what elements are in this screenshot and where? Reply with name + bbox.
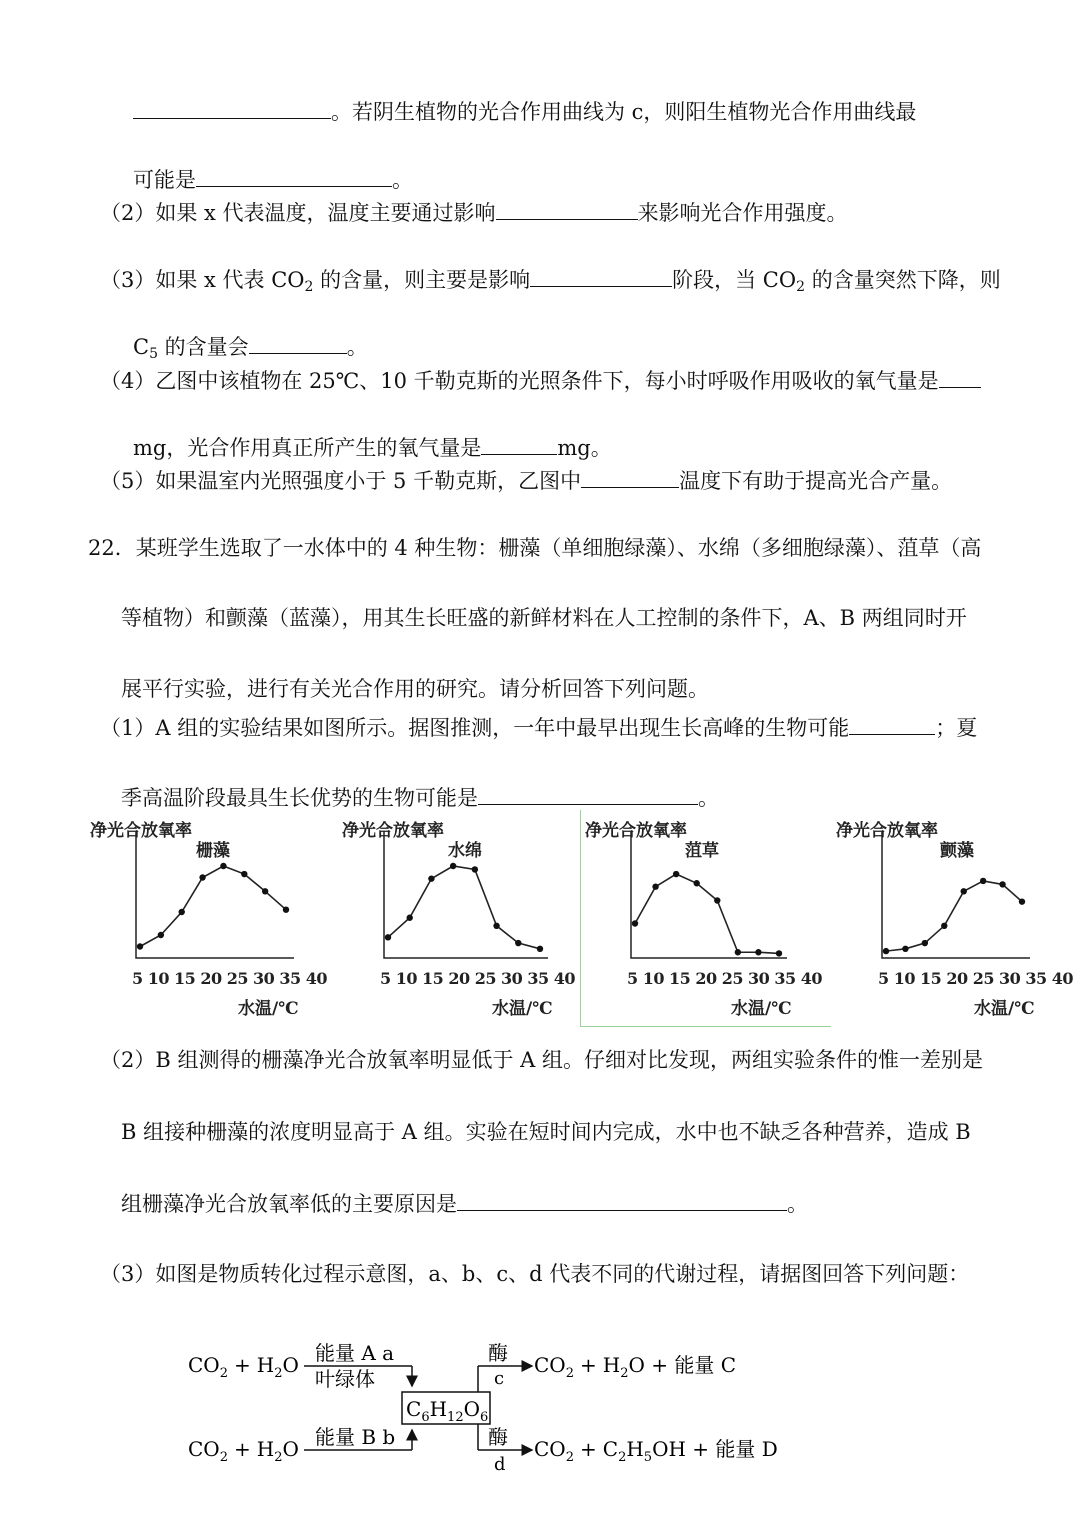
data-point	[472, 866, 478, 872]
glucose-label: $C_6H_{12}O_6$	[406, 1397, 489, 1425]
data-point	[883, 948, 889, 954]
q21-part3-line2: $C_5$ 的含量会 。	[133, 331, 368, 361]
q22-part1-line2: 季高温阶段最具生长优势的生物可能是 。	[121, 782, 719, 812]
answer-blank[interactable]	[196, 164, 392, 187]
y-axis-label: 净光合放氧率	[585, 821, 687, 841]
chart-shanzao	[88, 810, 333, 1030]
data-point	[450, 863, 456, 869]
data-point	[537, 946, 543, 952]
data-point	[673, 871, 679, 877]
y-axis-label: 净光合放氧率	[342, 821, 444, 841]
data-point	[385, 934, 391, 940]
reactant-bottom: $CO_2 + H_2O$	[188, 1437, 299, 1465]
label-chlorophyll: 叶绿体	[315, 1367, 375, 1391]
q22-part2-line1: （2）B 组测得的栅藻净光合放氧率明显低于 A 组。仔细对比发现，两组实验条件的惟一差别是	[100, 1048, 983, 1072]
data-point	[902, 946, 908, 952]
answer-blank[interactable]	[481, 432, 557, 455]
product-d: $CO_2 + C_2H_5OH$ + 能量 D	[534, 1437, 778, 1465]
data-point	[493, 923, 499, 929]
q21-part5: （5）如果温室内光照强度小于 5 千勒克斯，乙图中 温度下有助于提高光合产量。	[100, 465, 952, 495]
x-tick-labels: 5 10 15 20 25 30 35 40	[132, 969, 327, 988]
data-point	[137, 943, 143, 949]
data-point	[241, 871, 247, 877]
series-line	[886, 881, 1022, 951]
x-tick-labels: 5 10 15 20 25 30 35 40	[380, 969, 575, 988]
chart-shuimian	[340, 810, 580, 1030]
q22-stem-line3: 展平行实验，进行有关光合作用的研究。请分析回答下列问题。	[121, 677, 709, 701]
data-point	[941, 923, 947, 929]
data-point	[515, 940, 521, 946]
label-c: c	[494, 1368, 505, 1389]
label-energy-b: 能量 B b	[315, 1425, 396, 1449]
series-line	[388, 866, 540, 949]
q22-stem-line2: 等植物）和颤藻（蓝藻），用其生长旺盛的新鲜材料在人工控制的条件下，A、B 两组同时开	[121, 606, 967, 630]
x-tick-labels: 5 10 15 20 25 30 35 40	[627, 969, 822, 988]
q21-part4-line2: mg，光合作用真正所产生的氧气量是 mg。	[133, 432, 612, 462]
data-point	[714, 897, 720, 903]
q22-stem-line1: 22．某班学生选取了一水体中的 4 种生物：栅藻（单细胞绿藻）、水绵（多细胞绿藻）、菹草（高	[88, 536, 982, 560]
label-enzyme-c: 酶	[488, 1341, 508, 1365]
answer-blank[interactable]	[133, 96, 331, 119]
data-point	[283, 907, 289, 913]
chart-title: 水绵	[448, 841, 482, 861]
data-point	[1019, 898, 1025, 904]
x-axis-label: 水温/℃	[731, 999, 792, 1019]
data-point	[428, 875, 434, 881]
chart-svg-1	[340, 810, 580, 1030]
data-point	[735, 949, 741, 955]
q21-part3: （3）如果 x 代表 $CO_2$ 的含量，则主要是影响 阶段，当 $CO_2$ 的含量突然下降，则	[100, 264, 1001, 294]
chart-title: 菹草	[685, 841, 719, 861]
chart-chanzao	[832, 810, 1073, 1030]
q22-part1: （1）A 组的实验结果如图所示。据图推测，一年中最早出现生长高峰的生物可能 ；夏	[100, 712, 977, 742]
data-point	[980, 878, 986, 884]
data-point	[199, 874, 205, 880]
chart-title: 颤藻	[940, 841, 974, 861]
data-point	[158, 932, 164, 938]
answer-blank[interactable]	[849, 712, 935, 735]
data-point	[632, 920, 638, 926]
metabolic-diagram	[180, 1330, 800, 1480]
product-c: $CO_2 + H_2O$ + 能量 C	[534, 1353, 737, 1381]
data-point	[922, 940, 928, 946]
label-enzyme-d: 酶	[488, 1425, 508, 1449]
answer-blank[interactable]	[581, 465, 679, 488]
answer-blank[interactable]	[496, 197, 638, 220]
label-d: d	[494, 1454, 506, 1475]
data-point	[652, 884, 658, 890]
data-point	[179, 909, 185, 915]
chart-title: 栅藻	[196, 841, 230, 861]
q21-part4: （4）乙图中该植物在 25℃、10 千勒克斯的光照条件下，每小时呼吸作用吸收的氧气量是	[100, 365, 981, 395]
chart-zucao	[580, 810, 831, 1027]
chart-svg-3	[832, 810, 1073, 1030]
y-axis-label: 净光合放氧率	[90, 821, 192, 841]
data-point	[999, 881, 1005, 887]
data-point	[776, 950, 782, 956]
reactant-top: $CO_2 + H_2O$	[188, 1353, 299, 1381]
chart-svg-0	[88, 810, 333, 1030]
data-point	[961, 888, 967, 894]
x-axis-label: 水温/℃	[238, 999, 299, 1019]
answer-blank[interactable]	[939, 365, 981, 388]
data-point	[694, 880, 700, 886]
q22-part3: （3）如图是物质转化过程示意图，a、b、c、d 代表不同的代谢过程，请据图回答下列问题：	[100, 1262, 970, 1286]
q22-part2-line3: 组栅藻净光合放氧率低的主要原因是 。	[121, 1188, 808, 1218]
answer-blank[interactable]	[478, 782, 698, 805]
x-tick-labels: 5 10 15 20 25 30 35 40	[878, 969, 1073, 988]
data-point	[220, 863, 226, 869]
x-axis-label: 水温/℃	[974, 999, 1035, 1019]
chart-svg-2	[581, 810, 829, 1026]
q22-part2-line2: B 组接种栅藻的浓度明显高于 A 组。实验在短时间内完成，水中也不缺乏各种营养，造成 B	[121, 1120, 971, 1144]
answer-blank[interactable]	[457, 1188, 787, 1211]
y-axis-label: 净光合放氧率	[836, 821, 938, 841]
q21-line2: 可能是 。	[133, 164, 413, 194]
x-axis-label: 水温/℃	[492, 999, 553, 1019]
answer-blank[interactable]	[530, 264, 672, 287]
label-energy-a: 能量 A a	[315, 1341, 395, 1365]
answer-blank[interactable]	[249, 331, 347, 354]
data-point	[755, 949, 761, 955]
data-point	[262, 888, 268, 894]
q21-line1: 。若阴生植物的光合作用曲线为 c，则阳生植物光合作用曲线最	[133, 96, 916, 126]
data-point	[407, 915, 413, 921]
q21-part2: （2）如果 x 代表温度，温度主要通过影响 来影响光合作用强度。	[100, 197, 848, 227]
